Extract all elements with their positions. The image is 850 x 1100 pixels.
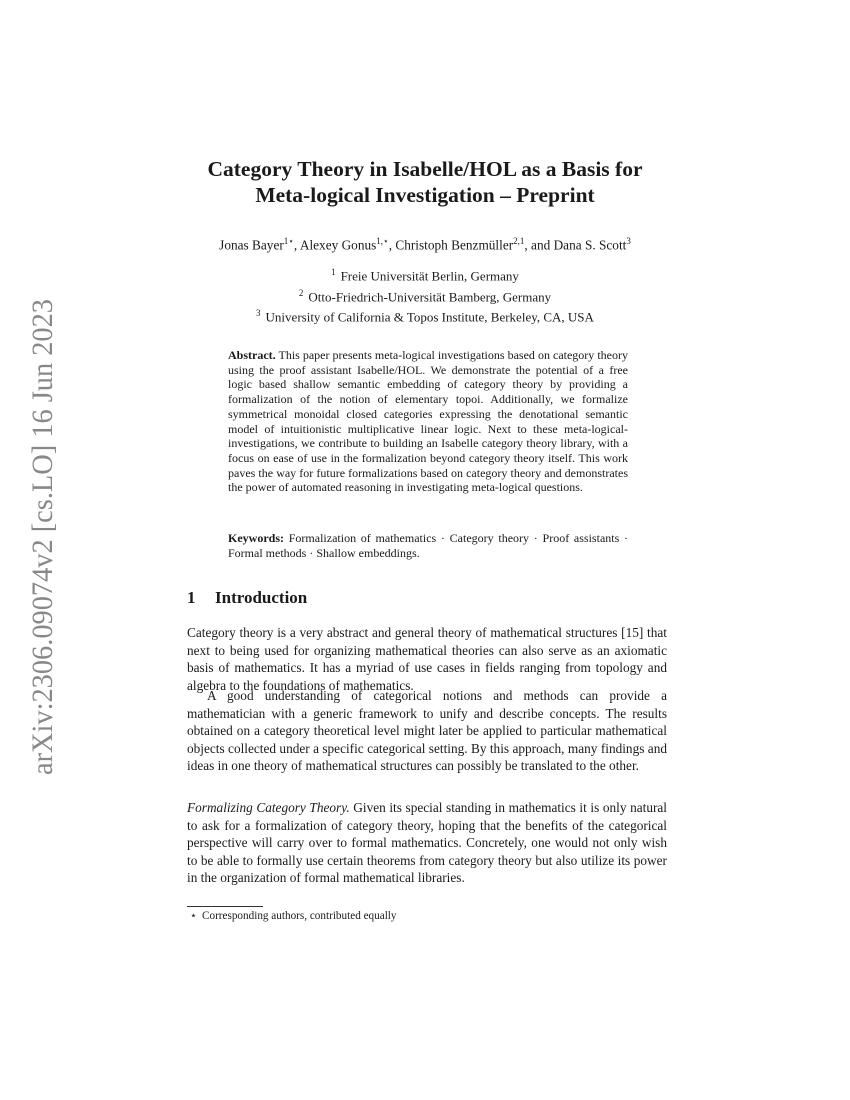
- abstract-label: Abstract.: [228, 348, 276, 362]
- affiliation: [150, 264, 700, 285]
- section-number: 1: [187, 588, 196, 607]
- body-paragraph: Category theory is a very abstract and general theory of mathematical structures [15] that next to being used for organizing mathematical theories can also serve as an axiomatic basis of mathematics. It has a myriad of use cases in fields ranging from topology and algebra to the foundations of mathematics.: [187, 625, 667, 693]
- author-name: Christoph Benzmüller: [395, 237, 514, 253]
- affiliation-text: Freie Universität Berlin, Germany: [340, 268, 519, 284]
- author-name: Alexey Gonus: [299, 237, 377, 253]
- paragraph-title: Formalizing Category Theory.: [187, 800, 350, 815]
- affiliation: [150, 305, 700, 326]
- paragraph-text: Given its special standing in mathematics it is only natural to ask for a formalization of category theory, hoping that the benefits of the categorical perspective will carry over to formal mathematics. Concretely, one would not only wish to be able to formally use certain theorems from category theory but also utilize its power in the organization of formal mathematical libraries.: [187, 800, 667, 885]
- author-affiliation-mark: 1,⋆: [376, 236, 389, 246]
- footnote: [190, 909, 397, 922]
- affiliation-text: Otto-Friedrich-Universität Bamberg, Germany: [308, 288, 552, 304]
- title-line-2: Meta-logical Investigation – Preprint: [255, 183, 595, 207]
- arxiv-identifier: arXiv:2306.09074v2 [cs.LO] 16 Jun 2023: [26, 297, 59, 775]
- keywords-label: Keywords:: [228, 531, 284, 545]
- affiliation-text: University of California & Topos Institute, Berkeley, CA, USA: [265, 309, 594, 325]
- author-separator: ,: [293, 237, 300, 253]
- keywords-text: Formalization of mathematics · Category theory · Proof assistants · Formal methods · Shallow embeddings.: [228, 531, 629, 560]
- author-affiliation-mark: 2,1: [513, 236, 525, 246]
- section-heading: [187, 588, 307, 608]
- title-line-1: Category Theory in Isabelle/HOL as a Basis for: [207, 157, 643, 181]
- abstract: [228, 348, 628, 495]
- section-title: Introduction: [215, 588, 308, 607]
- affiliation-number: 3: [256, 308, 261, 319]
- author-name: Dana S. Scott: [553, 237, 627, 253]
- affiliation: [150, 285, 700, 306]
- abstract-text: This paper presents meta-logical investigations based on category theory using the proof assistant Isabelle/HOL. We demonstrate the potential of a free logic based shallow semantic embedding of category theory by providing a formalization of the notion of elementary topoi. Additionally, we formalize symmetrical monoidal closed categories expressing the denotational semantic model of intuitionistic multiplicative linear logic. Next to these meta-logical-investigations, we contribute to building an Isabelle category theory library, with a focus on ease of use in the formalization beyond category theory itself. This work paves the way for future formalizations based on category theory and demonstrates the power of automated reasoning in investigating meta-logical questions.: [228, 348, 628, 495]
- author-affiliation-mark: 3: [626, 236, 631, 246]
- body-paragraph: A good understanding of categorical notions and methods can provide a mathematician with a generic framework to unify and describe concepts. The results obtained on a category theoretical level might later be applied to particular mathematical objects collected under a specific categorical setting. By this approach, many findings and ideas in one theory of mathematical structures can possibly be translated to the other.: [187, 688, 667, 773]
- footnote-rule: [187, 906, 263, 907]
- affiliation-number: 1: [331, 267, 336, 277]
- affiliation-number: 2: [298, 287, 304, 298]
- arxiv-side-stamp: [8, 297, 66, 777]
- author-list: [120, 236, 730, 253]
- body-paragraph: [187, 799, 667, 887]
- author-separator: ,: [388, 237, 396, 253]
- author-affiliation-mark: 1⋆: [283, 236, 294, 246]
- paper-title: [150, 156, 700, 208]
- footnote-text: Corresponding authors, contributed equally: [202, 910, 397, 922]
- affiliation-list: [150, 264, 700, 326]
- keywords: [228, 531, 628, 560]
- author-name: Jonas Bayer: [219, 237, 284, 253]
- author-separator: , and: [524, 237, 554, 253]
- footnote-mark: ⋆: [190, 910, 198, 922]
